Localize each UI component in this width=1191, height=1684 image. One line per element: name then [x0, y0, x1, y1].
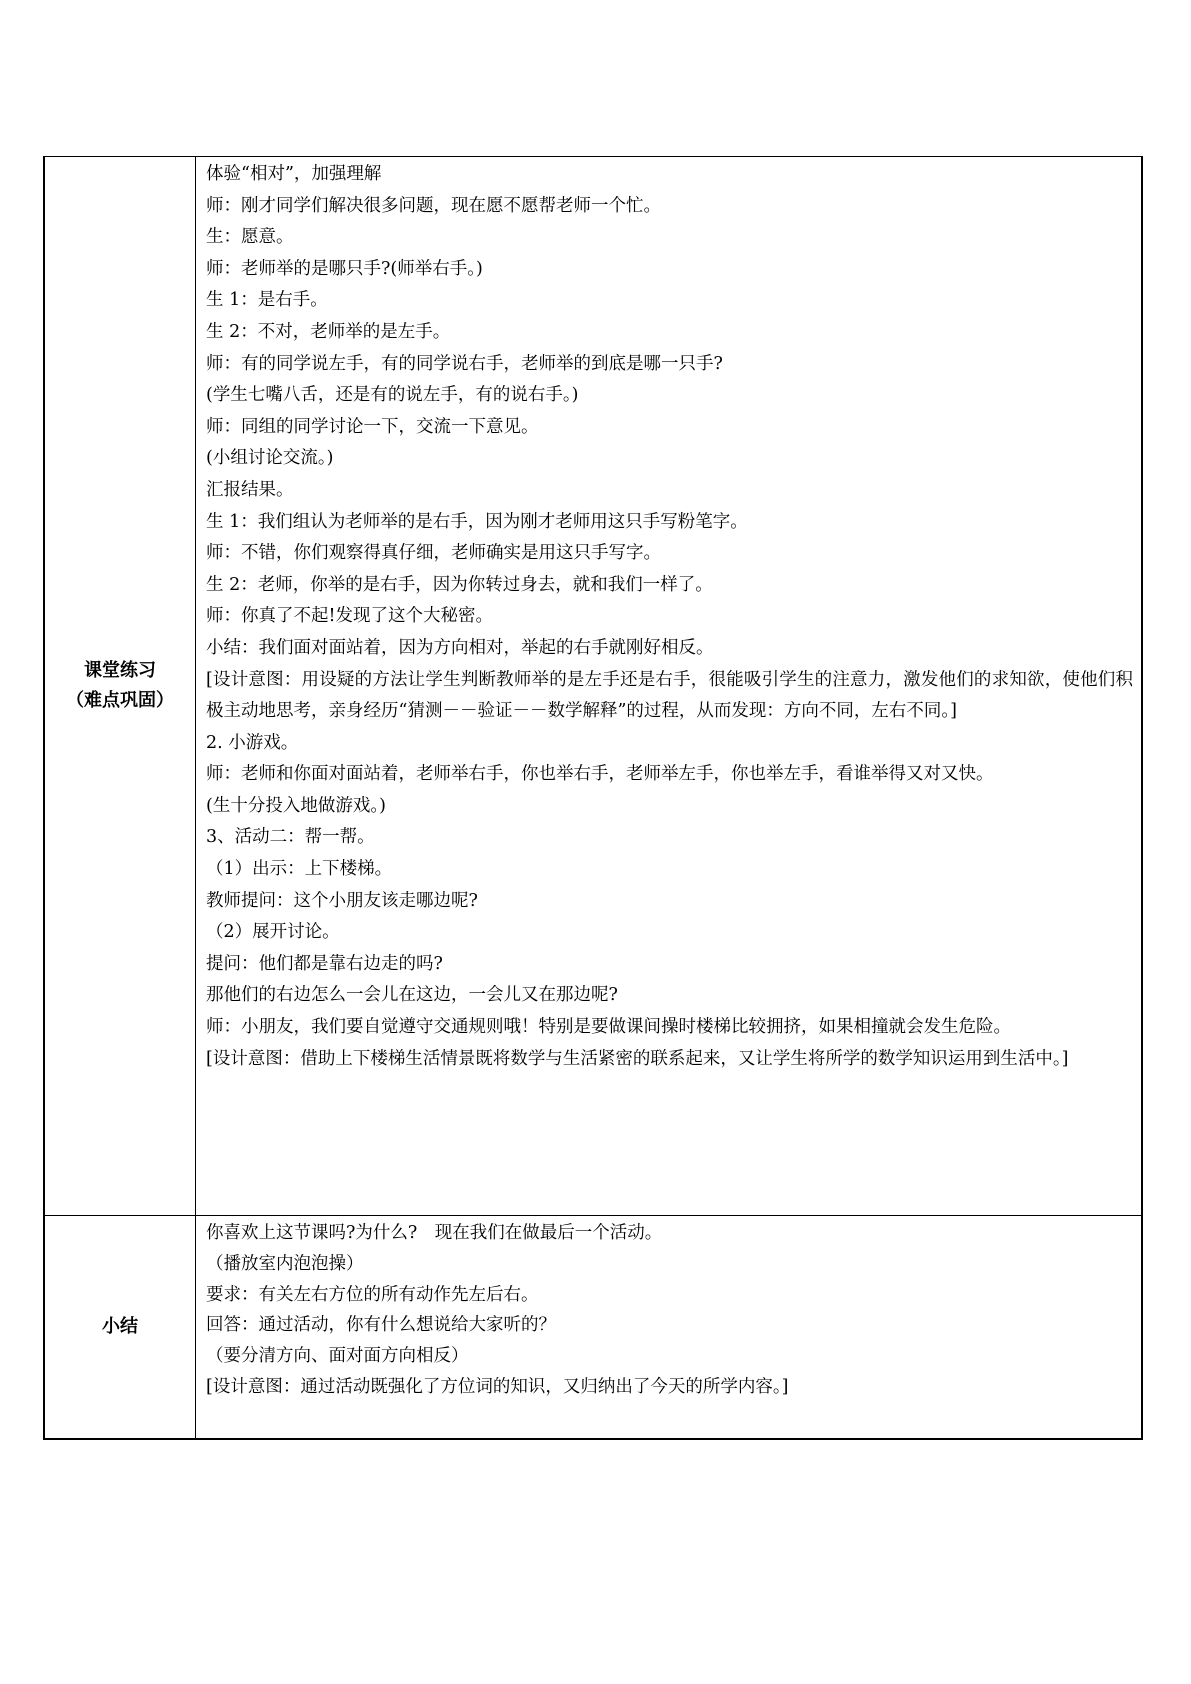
practice-line: 师：不错，你们观察得真仔细，老师确实是用这只手写字。: [206, 543, 661, 564]
summary-content-cell: [196, 1216, 1143, 1440]
practice-line: 师：同组的同学讨论一下，交流一下意见。: [206, 416, 539, 437]
activity-step-2: （2）展开讨论。: [206, 922, 340, 943]
summary-row: [44, 1216, 1142, 1440]
summary-content: [196, 1216, 1141, 1403]
practice-row: [44, 157, 1142, 1216]
activity-ask-1: 提问：他们都是靠右边走的吗?: [206, 953, 443, 974]
practice-line: 小结：我们面对面站着，因为方向相对，举起的右手就刚好相反。: [206, 637, 714, 658]
summary-line: （要分清方向、面对面方向相反）: [206, 1346, 469, 1367]
design-intent-paragraph-2: [设计意图：借助上下楼梯生活情景既将数学与生活紧密的联系起来，又让学生将所学的数学知识运用到生活中。]: [206, 1048, 1069, 1069]
summary-label: 小结: [102, 1316, 138, 1337]
activity-step-1: （1）出示：上下楼梯。: [206, 859, 393, 880]
activity-teacher-paragraph: 师：小朋友，我们要自觉遵守交通规则哦！特别是要做课间操时楼梯比较拥挤，如果相撞就会发生危险。: [206, 1017, 1011, 1038]
practice-line: 生 2：不对，老师举的是左手。: [206, 321, 451, 342]
practice-line: 师：老师举的是哪只手?(师举右手。): [206, 258, 483, 279]
game-students-line: (生十分投入地做游戏。): [206, 795, 386, 816]
practice-line: 生 2：老师，你举的是右手，因为你转过身去，就和我们一样了。: [206, 574, 713, 595]
practice-line: (小组讨论交流。): [206, 448, 334, 469]
summary-line: 要求：有关左右方位的所有动作先左后右。: [206, 1284, 539, 1305]
practice-content: [196, 157, 1141, 1075]
summary-line: 你喜欢上这节课吗?为什么? 现在我们在做最后一个活动。: [206, 1223, 663, 1243]
practice-line: 师：你真了不起!发现了这个大秘密。: [206, 606, 494, 627]
summary-line: （播放室内泡泡操）: [206, 1253, 364, 1274]
practice-label-cell: [44, 157, 196, 1216]
design-intent-paragraph: [设计意图：用设疑的方法让学生判断教师举的是左手还是右手，很能吸引学生的注意力，激发他们的求知欲，使他们积极主动地思考，亲身经历“猜测－－验证－－数学解释”的过程，从而发现：方向不同，左右不同。]: [206, 669, 1133, 722]
lesson-table: [43, 156, 1143, 1440]
practice-line: (学生七嘴八舌，还是有的说左手，有的说右手。): [206, 385, 579, 406]
activity-title: 3、活动二：帮一帮。: [206, 827, 375, 848]
game-teacher-paragraph: 师：老师和你面对面站着，老师举右手，你也举右手，老师举左手，你也举左手，看谁举得又对又快。: [206, 764, 994, 785]
practice-line: 生：愿意。: [206, 227, 294, 248]
game-title: 2. 小游戏。: [206, 732, 299, 753]
practice-line: 体验“相对”，加强理解: [206, 164, 382, 184]
practice-line: 生 1：是右手。: [206, 290, 328, 311]
practice-label: [45, 656, 195, 716]
practice-line: 生 1：我们组认为老师举的是右手，因为刚才老师用这只手写粉笔字。: [206, 511, 748, 532]
practice-label-line1: 课堂练习: [84, 660, 156, 681]
practice-label-line2: （难点巩固）: [66, 690, 174, 711]
activity-question: 教师提问：这个小朋友该走哪边呢?: [206, 890, 478, 911]
summary-line: 回答：通过活动，你有什么想说给大家听的？: [206, 1315, 556, 1336]
practice-content-cell: [196, 157, 1143, 1216]
summary-line: [设计意图：通过活动既强化了方位词的知识，又归纳出了今天的所学内容。]: [206, 1376, 789, 1397]
practice-line: 师：刚才同学们解决很多问题，现在愿不愿帮老师一个忙。: [206, 195, 661, 216]
practice-line: 汇报结果。: [206, 479, 294, 500]
summary-label-cell: [44, 1216, 196, 1440]
activity-ask-2: 那他们的右边怎么一会儿在这边，一会儿又在那边呢?: [206, 985, 618, 1006]
practice-line: 师：有的同学说左手，有的同学说右手，老师举的到底是哪一只手?: [206, 353, 723, 374]
